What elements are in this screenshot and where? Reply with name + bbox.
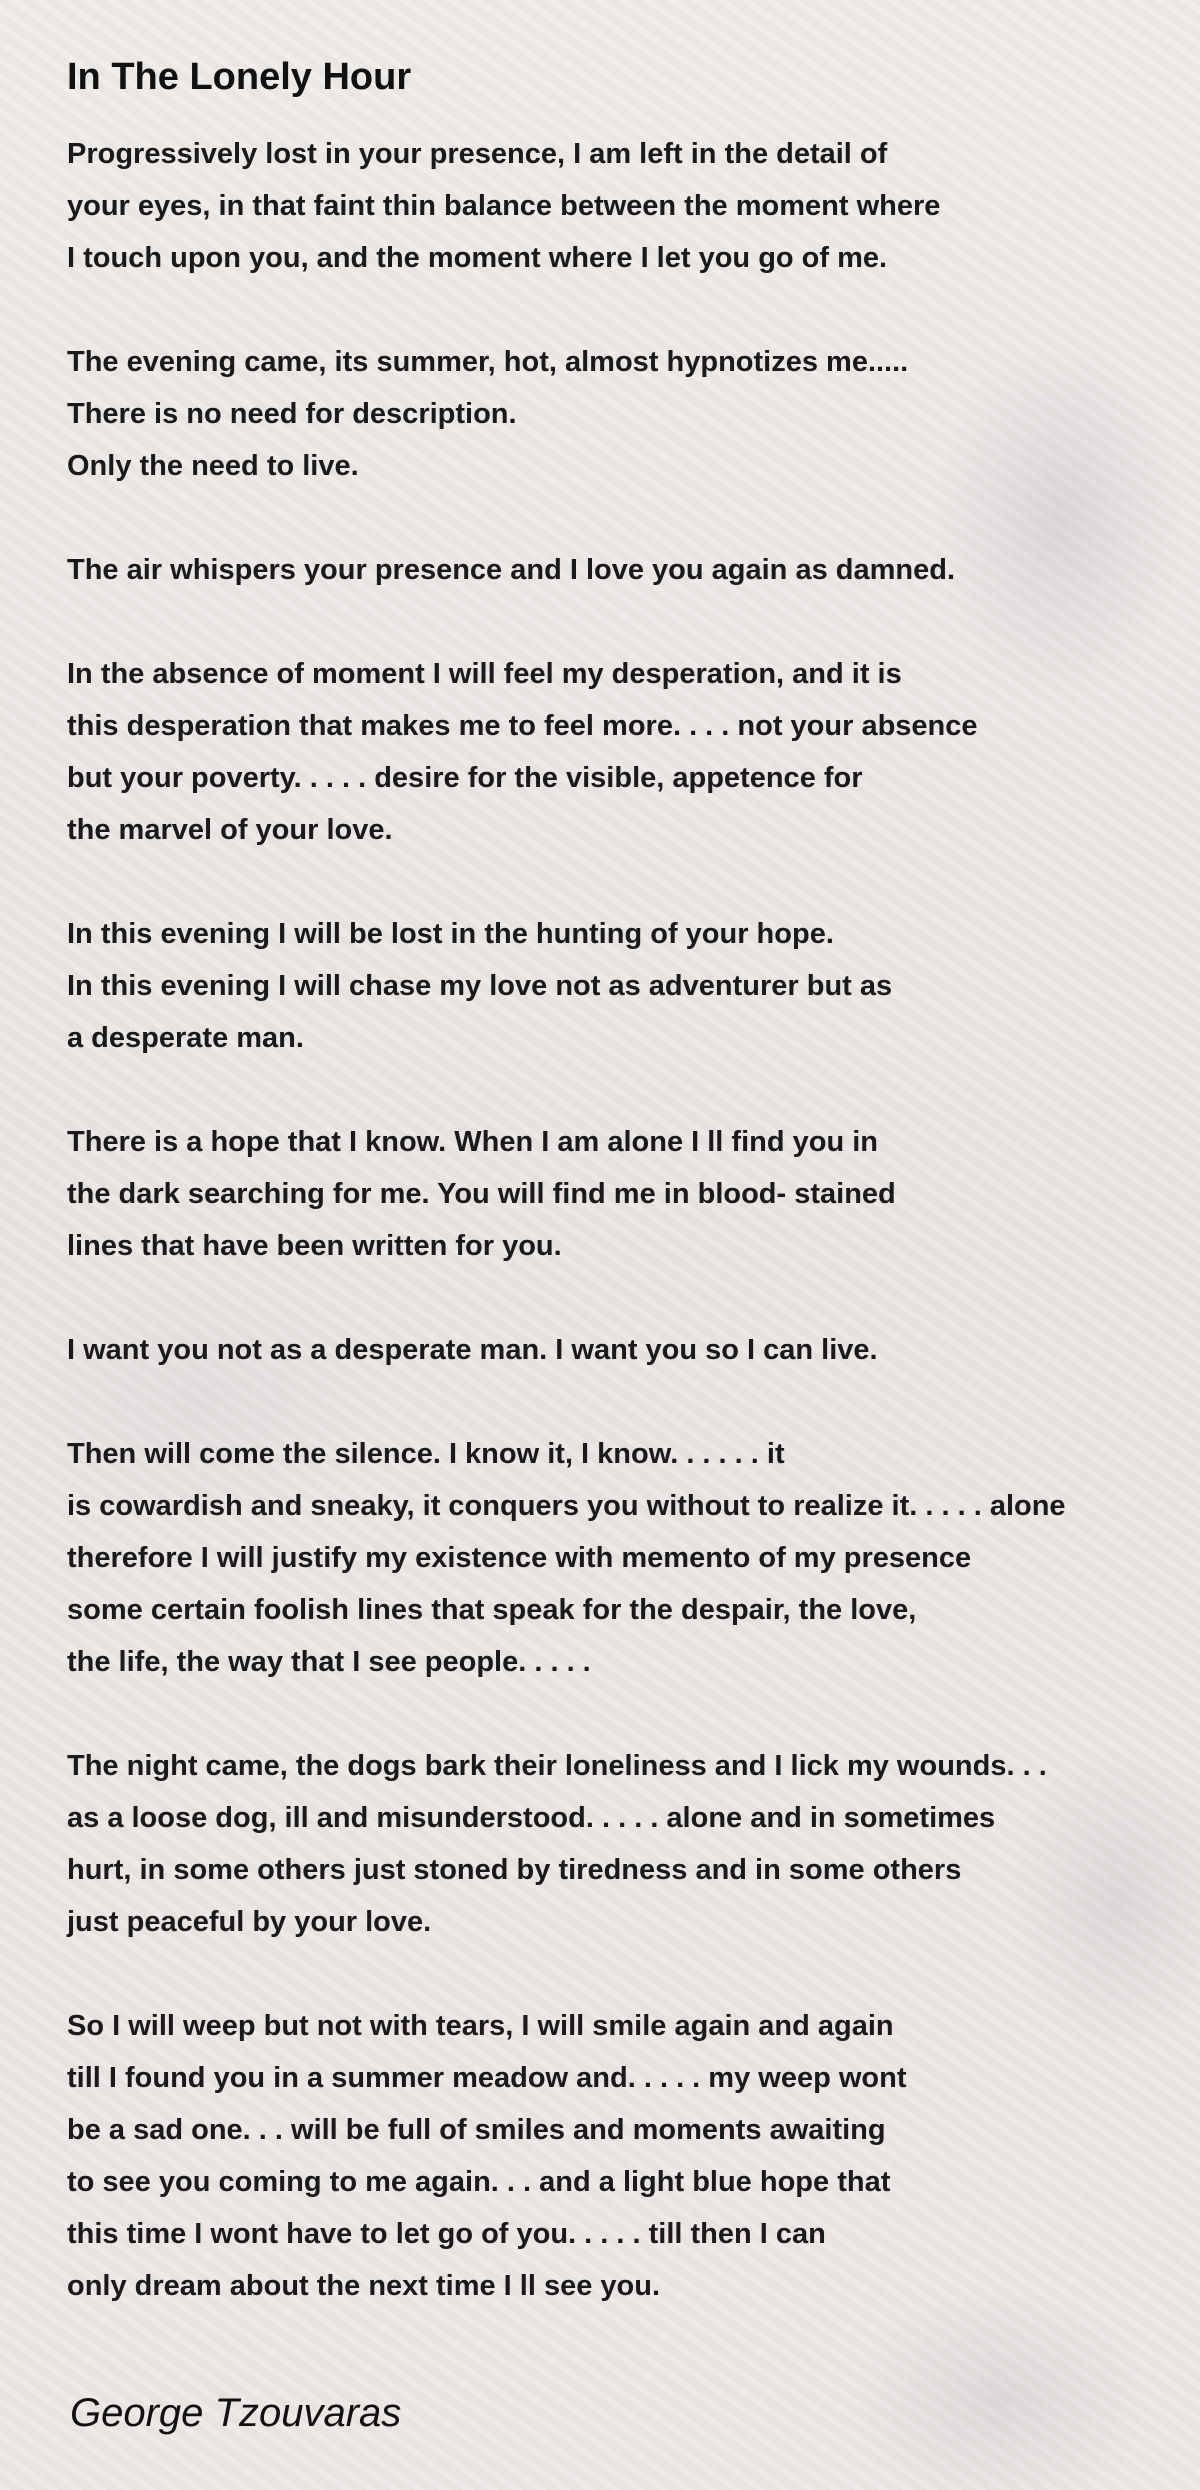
stanza-1 bbox=[67, 128, 1187, 284]
poem-line: The air whispers your presence and I love you again as damned. bbox=[67, 554, 956, 586]
poem-line: this time I wont have to let go of you. . . . . till then I can bbox=[67, 2218, 826, 2250]
poem-line: be a sad one. . . will be full of smiles and moments awaiting bbox=[67, 2114, 886, 2146]
poem-line: I touch upon you, and the moment where I let you go of me. bbox=[67, 242, 888, 274]
stanza-9 bbox=[67, 1740, 1187, 1948]
poem-title: In The Lonely Hour bbox=[67, 56, 412, 98]
author-name: George Tzouvaras bbox=[70, 2391, 402, 2435]
poem-line: the marvel of your love. bbox=[67, 814, 393, 846]
stanza-4 bbox=[67, 648, 1187, 856]
poem-line: Then will come the silence. I know it, I know. . . . . . it bbox=[67, 1438, 785, 1470]
poem-line: to see you coming to me again. . . and a light blue hope that bbox=[67, 2166, 891, 2198]
stanza-10 bbox=[67, 2000, 1187, 2312]
stanza-5 bbox=[67, 908, 1187, 1064]
poem-line: So I will weep but not with tears, I will smile again and again bbox=[67, 2010, 894, 2042]
stanza-6 bbox=[67, 1116, 1187, 1272]
poem-line: some certain foolish lines that speak for the despair, the love, bbox=[67, 1594, 917, 1626]
poem-line: In this evening I will chase my love not as adventurer but as bbox=[67, 970, 893, 1002]
poem-line: In the absence of moment I will feel my desperation, and it is bbox=[67, 658, 902, 690]
poem-line: In this evening I will be lost in the hunting of your hope. bbox=[67, 918, 834, 950]
poem-line: I want you not as a desperate man. I want you so I can live. bbox=[67, 1334, 878, 1366]
poem-line: but your poverty. . . . . desire for the visible, appetence for bbox=[67, 762, 863, 794]
poem-line: The night came, the dogs bark their loneliness and I lick my wounds. . . bbox=[67, 1750, 1047, 1782]
poem-line: till I found you in a summer meadow and. . . . . my weep wont bbox=[67, 2062, 907, 2094]
stanza-7 bbox=[67, 1324, 1187, 1376]
poem-line: the life, the way that I see people. . . . . bbox=[67, 1646, 591, 1678]
stanza-8 bbox=[67, 1428, 1187, 1688]
poem-line: the dark searching for me. You will find me in blood- stained bbox=[67, 1178, 896, 1210]
poem-line: lines that have been written for you. bbox=[67, 1230, 562, 1262]
poem-line: just peaceful by your love. bbox=[67, 1906, 432, 1938]
poem-line: is cowardish and sneaky, it conquers you without to realize it. . . . . alone bbox=[67, 1490, 1066, 1522]
poem-line: The evening came, its summer, hot, almost hypnotizes me..... bbox=[67, 346, 909, 378]
poem-page bbox=[67, 48, 1187, 2364]
poem-line: hurt, in some others just stoned by tiredness and in some others bbox=[67, 1854, 962, 1886]
poem-line: Progressively lost in your presence, I am left in the detail of bbox=[67, 138, 888, 170]
poem-line: your eyes, in that faint thin balance between the moment where bbox=[67, 190, 941, 222]
poem-line: as a loose dog, ill and misunderstood. . . . . alone and in sometimes bbox=[67, 1802, 996, 1834]
poem-line: this desperation that makes me to feel more. . . . not your absence bbox=[67, 710, 978, 742]
stanza-2 bbox=[67, 336, 1187, 492]
poem-line: There is no need for description. bbox=[67, 398, 517, 430]
poem-line: There is a hope that I know. When I am alone I ll find you in bbox=[67, 1126, 879, 1158]
poem-line: a desperate man. bbox=[67, 1022, 304, 1054]
poem-line: Only the need to live. bbox=[67, 450, 359, 482]
poem-line: therefore I will justify my existence with memento of my presence bbox=[67, 1542, 972, 1574]
stanza-3 bbox=[67, 544, 1187, 596]
poem-line: only dream about the next time I ll see you. bbox=[67, 2270, 661, 2302]
